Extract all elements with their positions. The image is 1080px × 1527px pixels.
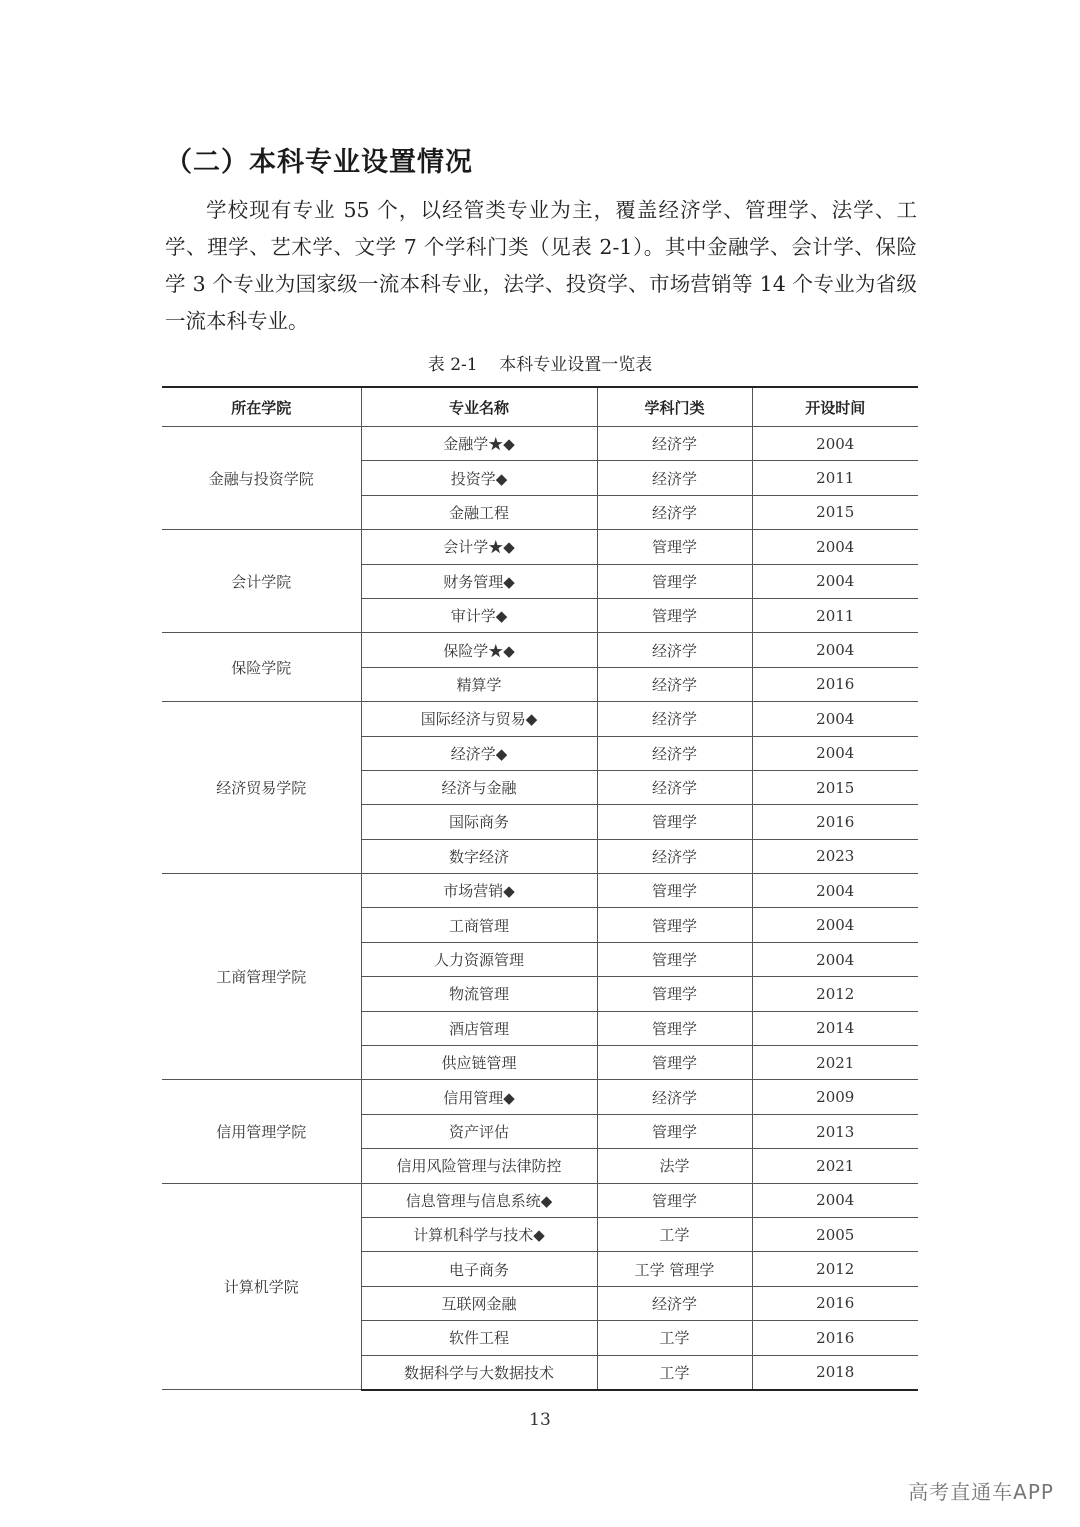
- table-row: [162, 1183, 918, 1217]
- year-cell: 2005: [752, 1217, 918, 1251]
- year-cell: 2012: [752, 1252, 918, 1286]
- major-cell: 会计学★◆: [361, 530, 597, 564]
- year-cell: 2021: [752, 1046, 918, 1080]
- table-header-row: [162, 387, 918, 427]
- majors-table: [162, 386, 918, 1391]
- discipline-cell: 经济学: [597, 633, 752, 667]
- major-cell: 软件工程: [361, 1321, 597, 1355]
- year-cell: 2021: [752, 1149, 918, 1183]
- major-cell: 国际商务: [361, 805, 597, 839]
- discipline-cell: 管理学: [597, 908, 752, 942]
- discipline-cell: 管理学: [597, 942, 752, 976]
- major-cell: 电子商务: [361, 1252, 597, 1286]
- year-cell: 2004: [752, 633, 918, 667]
- discipline-cell: 法学: [597, 1149, 752, 1183]
- year-cell: 2018: [752, 1355, 918, 1390]
- discipline-cell: 管理学: [597, 1183, 752, 1217]
- year-cell: 2016: [752, 667, 918, 701]
- discipline-cell: 经济学: [597, 736, 752, 770]
- table-caption: 表 2-1 本科专业设置一览表: [427, 355, 653, 375]
- discipline-cell: 管理学: [597, 530, 752, 564]
- discipline-cell: 经济学: [597, 1286, 752, 1320]
- major-cell: 市场营销◆: [361, 874, 597, 908]
- major-cell: 供应链管理: [361, 1046, 597, 1080]
- header-discipline: 学科门类: [597, 387, 752, 427]
- college-cell: 计算机学院: [162, 1183, 361, 1390]
- discipline-cell: 管理学: [597, 1011, 752, 1045]
- college-cell: 会计学院: [162, 530, 361, 633]
- major-cell: 资产评估: [361, 1114, 597, 1148]
- year-cell: 2014: [752, 1011, 918, 1045]
- year-cell: 2016: [752, 1286, 918, 1320]
- discipline-cell: 工学: [597, 1217, 752, 1251]
- discipline-cell: 工学: [597, 1355, 752, 1390]
- major-cell: 物流管理: [361, 977, 597, 1011]
- major-cell: 人力资源管理: [361, 942, 597, 976]
- discipline-cell: 管理学: [597, 598, 752, 632]
- table-row: [162, 427, 918, 461]
- year-cell: 2004: [752, 564, 918, 598]
- year-cell: 2016: [752, 1321, 918, 1355]
- discipline-cell: 经济学: [597, 427, 752, 461]
- discipline-cell: 经济学: [597, 495, 752, 529]
- year-cell: 2009: [752, 1080, 918, 1114]
- year-cell: 2013: [752, 1114, 918, 1148]
- college-cell: 金融与投资学院: [162, 427, 361, 530]
- year-cell: 2004: [752, 427, 918, 461]
- discipline-cell: 管理学: [597, 977, 752, 1011]
- discipline-cell: 管理学: [597, 564, 752, 598]
- major-cell: 审计学◆: [361, 598, 597, 632]
- major-cell: 数字经济: [361, 839, 597, 873]
- table-row: [162, 530, 918, 564]
- major-cell: 金融学★◆: [361, 427, 597, 461]
- major-cell: 国际经济与贸易◆: [361, 702, 597, 736]
- year-cell: 2004: [752, 1183, 918, 1217]
- major-cell: 精算学: [361, 667, 597, 701]
- major-cell: 工商管理: [361, 908, 597, 942]
- header-year: 开设时间: [752, 387, 918, 427]
- page-number: 13: [529, 1410, 551, 1430]
- year-cell: 2012: [752, 977, 918, 1011]
- major-cell: 投资学◆: [361, 461, 597, 495]
- watermark-text: 高考直通车APP: [908, 1480, 1054, 1504]
- college-cell: 信用管理学院: [162, 1080, 361, 1183]
- year-cell: 2023: [752, 839, 918, 873]
- discipline-cell: 经济学: [597, 667, 752, 701]
- college-cell: 经济贸易学院: [162, 702, 361, 874]
- discipline-cell: 工学: [597, 1321, 752, 1355]
- table-row: [162, 702, 918, 736]
- major-cell: 信用管理◆: [361, 1080, 597, 1114]
- major-cell: 计算机科学与技术◆: [361, 1217, 597, 1251]
- year-cell: 2004: [752, 736, 918, 770]
- year-cell: 2011: [752, 461, 918, 495]
- discipline-cell: 管理学: [597, 1046, 752, 1080]
- major-cell: 互联网金融: [361, 1286, 597, 1320]
- major-cell: 数据科学与大数据技术: [361, 1355, 597, 1390]
- major-cell: 经济与金融: [361, 770, 597, 804]
- header-major: 专业名称: [361, 387, 597, 427]
- table-row: [162, 874, 918, 908]
- year-cell: 2004: [752, 702, 918, 736]
- year-cell: 2004: [752, 942, 918, 976]
- major-cell: 保险学★◆: [361, 633, 597, 667]
- table-row: [162, 1080, 918, 1114]
- year-cell: 2004: [752, 874, 918, 908]
- table-body: [162, 427, 918, 1390]
- discipline-cell: 经济学: [597, 461, 752, 495]
- discipline-cell: 工学 管理学: [597, 1252, 752, 1286]
- year-cell: 2015: [752, 495, 918, 529]
- college-cell: 工商管理学院: [162, 874, 361, 1080]
- year-cell: 2016: [752, 805, 918, 839]
- discipline-cell: 经济学: [597, 702, 752, 736]
- year-cell: 2015: [752, 770, 918, 804]
- major-cell: 金融工程: [361, 495, 597, 529]
- year-cell: 2004: [752, 530, 918, 564]
- intro-paragraph: 学校现有专业 55 个，以经管类专业为主，覆盖经济学、管理学、法学、工学、理学、艺术学、文学 7 个学科门类（见表 2-1）。其中金融学、会计学、保险学 3 个专业为国家级一流本科专业，法学、投资学、市场营销等 14 个专业为省级一流本科专业。: [165, 198, 917, 333]
- discipline-cell: 经济学: [597, 839, 752, 873]
- year-cell: 2004: [752, 908, 918, 942]
- major-cell: 经济学◆: [361, 736, 597, 770]
- table-row: [162, 633, 918, 667]
- year-cell: 2011: [752, 598, 918, 632]
- major-cell: 信息管理与信息系统◆: [361, 1183, 597, 1217]
- discipline-cell: 管理学: [597, 1114, 752, 1148]
- header-college: 所在学院: [162, 387, 361, 427]
- major-cell: 酒店管理: [361, 1011, 597, 1045]
- section-heading: （二）本科专业设置情况: [165, 147, 473, 178]
- major-cell: 信用风险管理与法律防控: [361, 1149, 597, 1183]
- discipline-cell: 管理学: [597, 805, 752, 839]
- discipline-cell: 经济学: [597, 770, 752, 804]
- discipline-cell: 经济学: [597, 1080, 752, 1114]
- major-cell: 财务管理◆: [361, 564, 597, 598]
- discipline-cell: 管理学: [597, 874, 752, 908]
- college-cell: 保险学院: [162, 633, 361, 702]
